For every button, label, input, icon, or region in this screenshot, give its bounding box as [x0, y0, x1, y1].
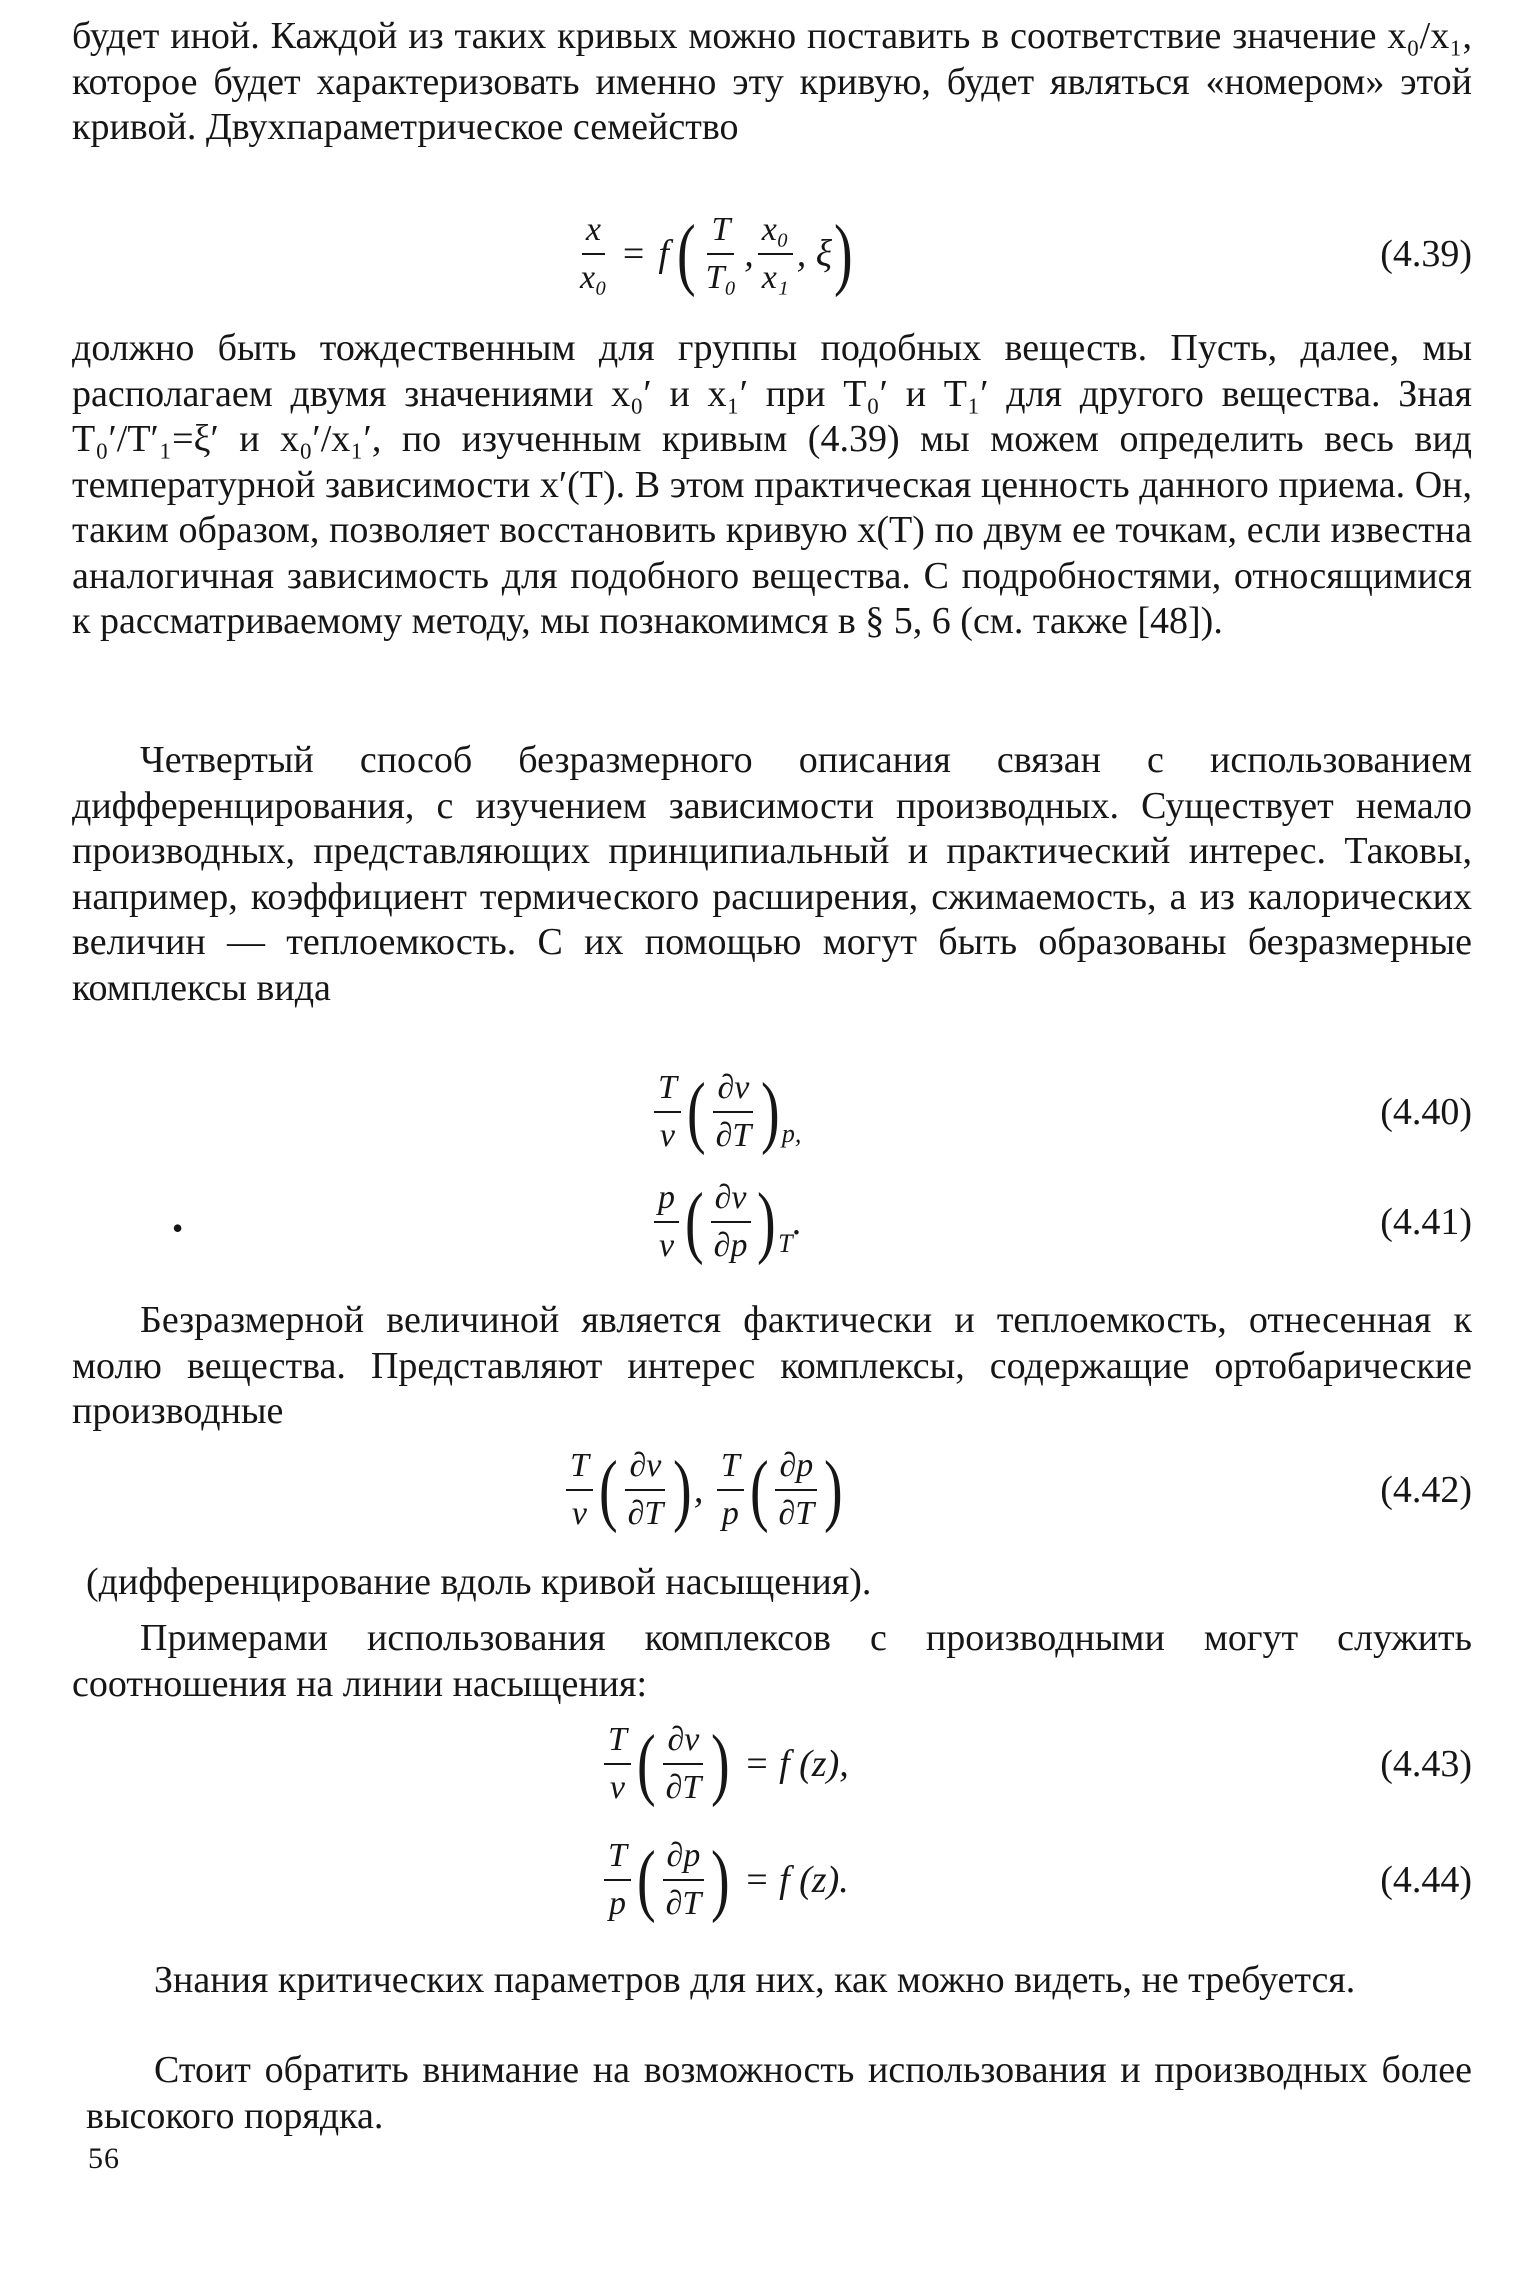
period: .: [792, 1201, 803, 1243]
page-number: 56: [88, 2142, 120, 2175]
fraction-dv-over-dp: [710, 1177, 752, 1267]
equation-4-41: [72, 1172, 1472, 1272]
denominator: ∂p: [713, 1227, 748, 1264]
equation-number: (4.41): [1380, 1201, 1472, 1243]
numerator: x: [582, 209, 605, 255]
right-hand-side: = f (z).: [743, 1859, 849, 1901]
numerator: ∂p: [663, 1835, 705, 1881]
numerator: T: [654, 1067, 681, 1113]
fraction-T-over-T0: [702, 209, 741, 299]
denominator: v: [658, 1227, 675, 1264]
equation-4-40: [72, 1062, 1472, 1162]
formula-4-43: [600, 1714, 855, 1814]
equation-4-39: [72, 204, 1472, 304]
right-paren: ): [824, 1446, 843, 1534]
formula-4-44: [600, 1830, 855, 1930]
xi-symbol: ξ: [815, 233, 832, 275]
paragraph-3: Четвертый способ безразмерного описания связан с использованием дифференцирования, с изучением зависимости производных. Существует немало производных, представляющих принципиальный и практический интерес. Таковы, например, коэффициент термического расширения, сжимаемость, а из калорических величин — теплоемкость. С их помощью могут быть образованы безразмерные комплексы вида: [72, 739, 1472, 1009]
numerator: x₀: [758, 209, 793, 255]
paragraph-1: будет иной. Каждой из таких кривых можно поставить в соответствие значение x₀/x₁, которое будет характеризовать именно эту кривую, будет являться «номером» этой кривой. Двухпараметрическое семейство: [72, 15, 1472, 148]
denominator: v: [609, 1769, 625, 1806]
subscript-p: p,: [781, 1119, 802, 1148]
fraction-dv-over-dT: [662, 1719, 706, 1809]
equation-number: (4.40): [1380, 1091, 1472, 1133]
left-paren: (: [598, 1446, 618, 1534]
fraction-T-over-v: [654, 1067, 681, 1157]
denominator: x₁: [761, 259, 789, 296]
denominator: ∂T: [715, 1117, 752, 1154]
equation-number: (4.44): [1380, 1859, 1472, 1901]
numerator: ∂p: [775, 1445, 817, 1491]
equation-4-43: [72, 1714, 1472, 1814]
denominator: p: [721, 1495, 739, 1532]
numerator: T: [566, 1445, 593, 1491]
numerator: ∂v: [663, 1719, 703, 1765]
right-paren: ): [757, 1178, 777, 1266]
paragraph-5: (дифференцирование вдоль кривой насыщения).: [86, 1561, 872, 1603]
equals-sign: =: [622, 233, 645, 275]
fraction-dp-over-dT: [662, 1835, 706, 1925]
left-paren: (: [636, 1836, 656, 1924]
fraction-dv-over-dT: [712, 1067, 756, 1157]
formula-4-39: [572, 204, 855, 304]
equation-number: (4.43): [1380, 1743, 1472, 1785]
numerator: ∂v: [625, 1445, 665, 1491]
right-paren: ): [761, 1068, 780, 1156]
numerator: p: [654, 1177, 679, 1223]
right-hand-side: = f (z),: [743, 1743, 849, 1785]
fraction-x-over-x0: [576, 209, 611, 299]
fraction-dv-over-dT: [624, 1445, 668, 1535]
numerator: T: [604, 1719, 631, 1765]
paragraph-8: Стоит обратить внимание на возможность использования и производных более высокого порядка.: [86, 2049, 1472, 2137]
paragraph-6: Примерами использования комплексов с производными могут служить соотношения на линии насыщения:: [72, 1617, 1472, 1705]
right-paren: ): [833, 210, 853, 298]
denominator: ∂T: [665, 1769, 702, 1806]
denominator: ∂T: [627, 1495, 664, 1532]
fraction-x0-over-x1: [758, 209, 793, 299]
left-paren: (: [676, 210, 696, 298]
right-paren: ): [711, 1720, 730, 1808]
numerator: ∂v: [711, 1177, 751, 1223]
denominator: T₀: [705, 259, 737, 296]
left-paren: (: [749, 1446, 769, 1534]
numerator: T: [717, 1445, 744, 1491]
comma: ,: [693, 1469, 713, 1511]
equation-number: (4.42): [1380, 1469, 1472, 1511]
numerator: T: [604, 1835, 631, 1881]
fraction-dp-over-dT: [774, 1445, 818, 1535]
fraction-T-over-v: [604, 1719, 631, 1809]
denominator: p: [608, 1885, 626, 1922]
right-paren: ): [673, 1446, 692, 1534]
denominator: v: [659, 1117, 675, 1154]
denominator: ∂T: [665, 1885, 702, 1922]
fraction-T-over-v: [566, 1445, 593, 1535]
formula-4-42: [562, 1440, 845, 1540]
comma: ,: [796, 233, 816, 275]
formula-4-41: [650, 1172, 802, 1272]
fraction-T-over-p: [717, 1445, 744, 1535]
left-paren: (: [684, 1178, 704, 1266]
fraction-T-over-p: [604, 1835, 631, 1925]
right-paren: ): [711, 1836, 730, 1924]
paragraph-7: Знания критических параметров для них, как можно видеть, не требуется.: [154, 1959, 1356, 2001]
stray-mark: •: [172, 1210, 184, 1246]
equation-4-44: [72, 1830, 1472, 1930]
function-f: f: [658, 233, 669, 275]
fraction-p-over-v: [654, 1177, 679, 1267]
numerator: T: [707, 209, 734, 255]
denominator: ∂T: [778, 1495, 815, 1532]
subscript-T: T: [778, 1229, 793, 1258]
left-paren: (: [686, 1068, 706, 1156]
equation-number: (4.39): [1380, 233, 1472, 275]
denominator: v: [571, 1495, 587, 1532]
numerator: ∂v: [713, 1067, 753, 1113]
comma: ,: [744, 233, 754, 275]
left-paren: (: [636, 1720, 656, 1808]
paragraph-4: Безразмерной величиной является фактически и теплоемкость, отнесенная к молю вещества. Представляют интерес комплексы, содержащие ортобарические производные: [72, 1299, 1472, 1432]
paragraph-2: должно быть тождественным для группы подобных веществ. Пусть, далее, мы располагаем двумя значениями x₀′ и x₁′ при T₀′ и T₁′ для другого вещества. Зная T₀′/T′₁=ξ′ и x₀′/x₁′, по изученным кривым (4.39) мы можем определить весь вид температурной зависимости x′(T). В этом практическая ценность данного приема. Он, таким образом, позволяет восстановить кривую x(T) по двум ее точкам, если известна аналогичная зависимость для подобного вещества. С подробностями, относящимися к рассматриваемому методу, мы познакомимся в § 5, 6 (см. также [48]).: [72, 327, 1472, 642]
equation-4-42: [72, 1440, 1472, 1540]
formula-4-40: [650, 1062, 801, 1162]
denominator: x₀: [580, 259, 607, 296]
